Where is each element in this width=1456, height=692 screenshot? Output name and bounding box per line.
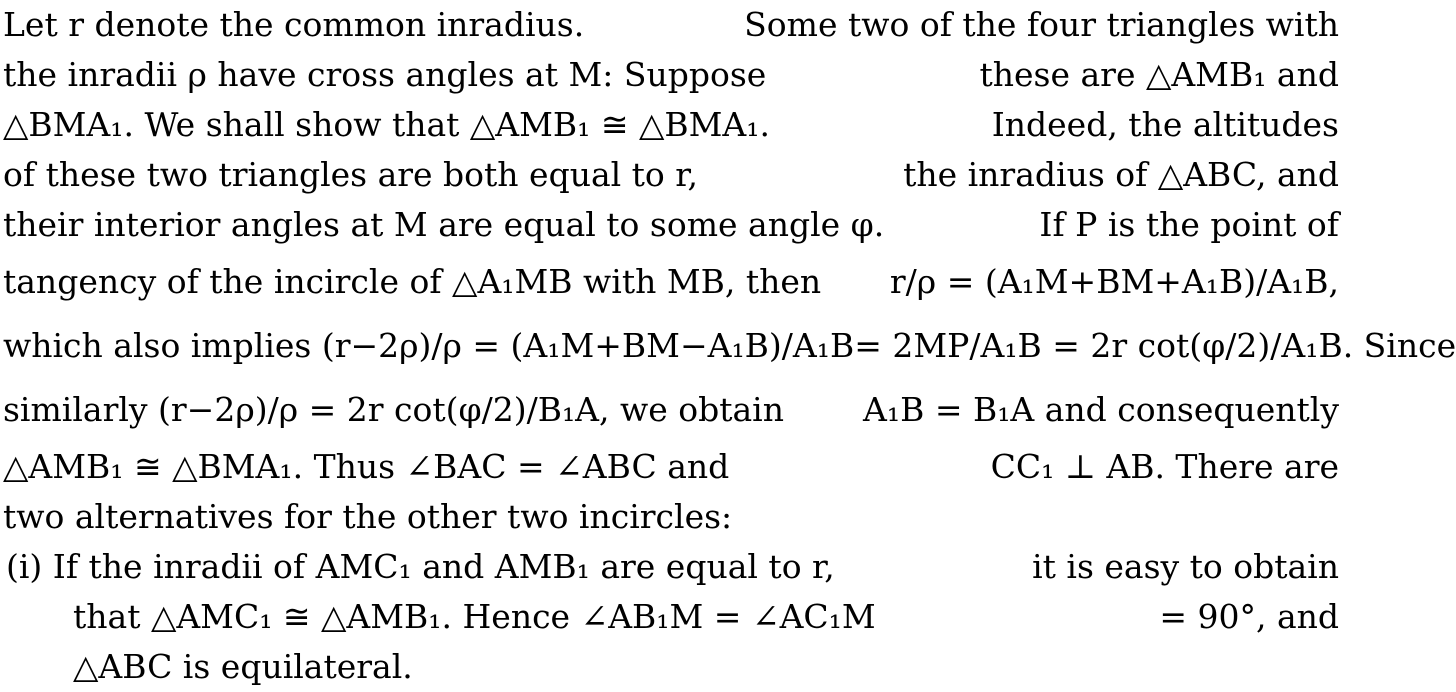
text-line	[3, 442, 1339, 492]
text-segment: the inradii ρ have cross angles at M: Suppose	[3, 55, 767, 94]
text-segment: If P is the point of	[1039, 205, 1339, 244]
text-line	[3, 150, 1339, 200]
text-segment: = 90°, and	[1159, 597, 1339, 636]
text-segment: = 2MP/A₁B = 2r cot(φ/2)/A₁B. Since	[854, 326, 1456, 365]
text-segment: △BMA₁. We shall show that △AMB₁ ≅ △BMA₁.	[3, 105, 770, 144]
text-line	[3, 542, 1339, 592]
text-segment: two alternatives for the other two incircles:	[3, 497, 733, 536]
text-line	[3, 50, 1339, 100]
text-segment: Let r denote the common inradius.	[3, 5, 585, 44]
document-page	[3, 0, 1456, 692]
text-segment: that △AMC₁ ≅ △AMB₁. Hence ∠AB₁M = ∠AC₁M	[73, 597, 876, 636]
text-segment: of these two triangles are both equal to r,	[3, 155, 698, 194]
text-line	[3, 250, 1339, 314]
text-line	[3, 200, 1339, 250]
text-segment: A₁B = B₁A and consequently	[863, 390, 1339, 429]
text-segment: similarly (r−2ρ)/ρ = 2r cot(φ/2)/B₁A, we obtain	[3, 390, 784, 429]
text-segment: it is easy to obtain	[1032, 547, 1339, 586]
text-segment: Indeed, the altitudes	[991, 105, 1339, 144]
text-line	[3, 100, 1339, 150]
text-segment: r/ρ = (A₁M+BM+A₁B)/A₁B,	[889, 262, 1339, 301]
text-segment: tangency of the incircle of △A₁MB with MB, then	[3, 262, 822, 301]
text-segment: △AMB₁ ≅ △BMA₁. Thus ∠BAC = ∠ABC and	[3, 447, 730, 486]
text-segment: (i) If the inradii of AMC₁ and AMB₁ are equal to r,	[6, 547, 835, 586]
text-segment: these are △AMB₁ and	[979, 55, 1339, 94]
text-segment: their interior angles at M are equal to some angle φ.	[3, 205, 885, 244]
text-line	[3, 0, 1339, 50]
text-segment: △ABC is equilateral.	[73, 647, 413, 686]
text-line	[3, 642, 1339, 692]
text-segment: CC₁ ⊥ AB. There are	[990, 447, 1339, 486]
text-segment: the inradius of △ABC, and	[903, 155, 1339, 194]
text-segment: which also implies (r−2ρ)/ρ = (A₁M+BM−A₁B)/A₁B	[3, 326, 855, 365]
text-line	[3, 378, 1339, 442]
text-line	[3, 592, 1339, 642]
text-line	[3, 314, 1456, 378]
text-segment: Some two of the four triangles with	[744, 5, 1339, 44]
text-line	[3, 492, 1339, 542]
